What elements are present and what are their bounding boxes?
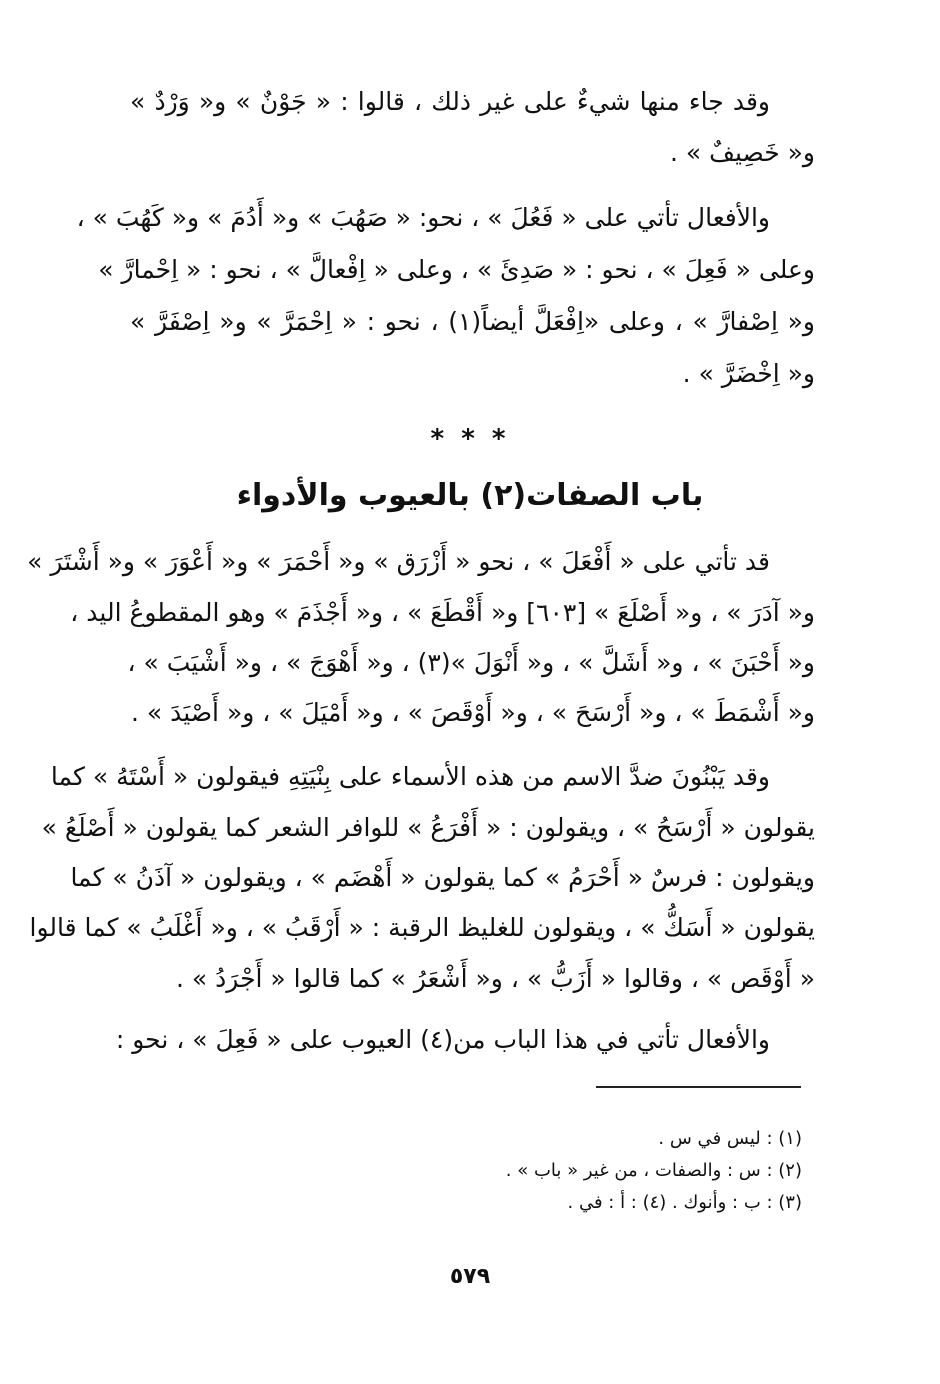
text-line: و« اِخْضَرَّ » . bbox=[682, 359, 815, 388]
footnote: (١) : ليس في س . bbox=[658, 1128, 802, 1149]
text-line: يقولون « أَسَكُّ » ، ويقولون للغليظ الرقبة : « أَرْقَبُ » ، و« أَغْلَبُ » كما قالوا bbox=[29, 913, 815, 942]
text-line: و« أَشْمَطَ » ، و« أَرْسَحَ » ، و« أَوْقَصَ » ، و« أَمْيَلَ » ، و« أَصْيَدَ » . bbox=[131, 698, 815, 727]
text-line: قد تأتي على « أَفْعَلَ » ، نحو « أَزْرَق » و« أَحْمَرَ » و« أَعْوَرَ » و« أَشْتَرَ » bbox=[27, 547, 770, 576]
text-line: و« اِصْفارَّ » ، وعلى «اِفْعَلَّ أيضاً(١) ، نحو : « اِحْمَرَّ » و« اِصْفَرَّ » bbox=[130, 307, 815, 336]
chapter-heading: باب الصفات(٢) بالعيوب والأدواء bbox=[236, 478, 704, 513]
text-line: وعلى « فَعِلَ » ، نحو : « صَدِئَ » ، وعلى « اِفْعالَّ » ، نحو : « اِحْمارَّ » bbox=[98, 255, 815, 284]
text-line: و« خَصِيفٌ » . bbox=[669, 138, 815, 167]
text-line: و« أَحْبَنَ » ، و« أَشَلَّ » ، و« أَنْوَلَ »(٣) ، و« أَهْوَجَ » ، و« أَشْيَبَ » ، bbox=[127, 648, 815, 677]
text-line: ويقولون : فرسٌ « أَحْرَمُ » كما يقولون « أَهْضَم » ، ويقولون « آذَنُ » كما bbox=[70, 863, 815, 892]
text-line: « أَوْقَص » ، وقالوا « أَزَبُّ » ، و« أَشْعَرُ » كما قالوا « أَجْرَدُ » . bbox=[176, 964, 815, 993]
section-separator: * * * bbox=[430, 424, 510, 454]
text-line: يقولون « أَرْسَحُ » ، ويقولون : « أَفْرَعُ » للوافر الشعر كما يقولون « أَصْلَعُ » bbox=[41, 813, 815, 842]
text-line: وقد يَبْنُونَ ضدَّ الاسم من هذه الأسماء على بِنْيَتِهِ فيقولون « أَسْتَهُ » كما bbox=[50, 762, 770, 791]
text-line: و« آدَرَ » ، و« أَصْلَعَ » [٦٠٣] و« أَقْطَعَ » ، و« أَجْذَمَ » وهو المقطوعُ اليد ، bbox=[70, 598, 815, 627]
text-line: والأفعال تأتي في هذا الباب من(٤) العيوب على « فَعِلَ » ، نحو : bbox=[115, 1025, 770, 1054]
footnote: (٣) : ب : وأنوك . (٤) : أ : في . bbox=[567, 1192, 802, 1213]
footnote: (٢) : س : والصفات ، من غير « باب » . bbox=[505, 1160, 802, 1181]
text-line: والأفعال تأتي على « فَعُلَ » ، نحو: « صَهُبَ » و« أَدُمَ » و« كَهُبَ » ، bbox=[76, 203, 770, 232]
page-number: ٥٧٩ bbox=[449, 1264, 491, 1289]
footnote-divider bbox=[596, 1086, 801, 1088]
text-line: وقد جاء منها شيءٌ على غير ذلك ، قالوا : « جَوْنٌ » و« وَرْدٌ » bbox=[130, 87, 770, 116]
